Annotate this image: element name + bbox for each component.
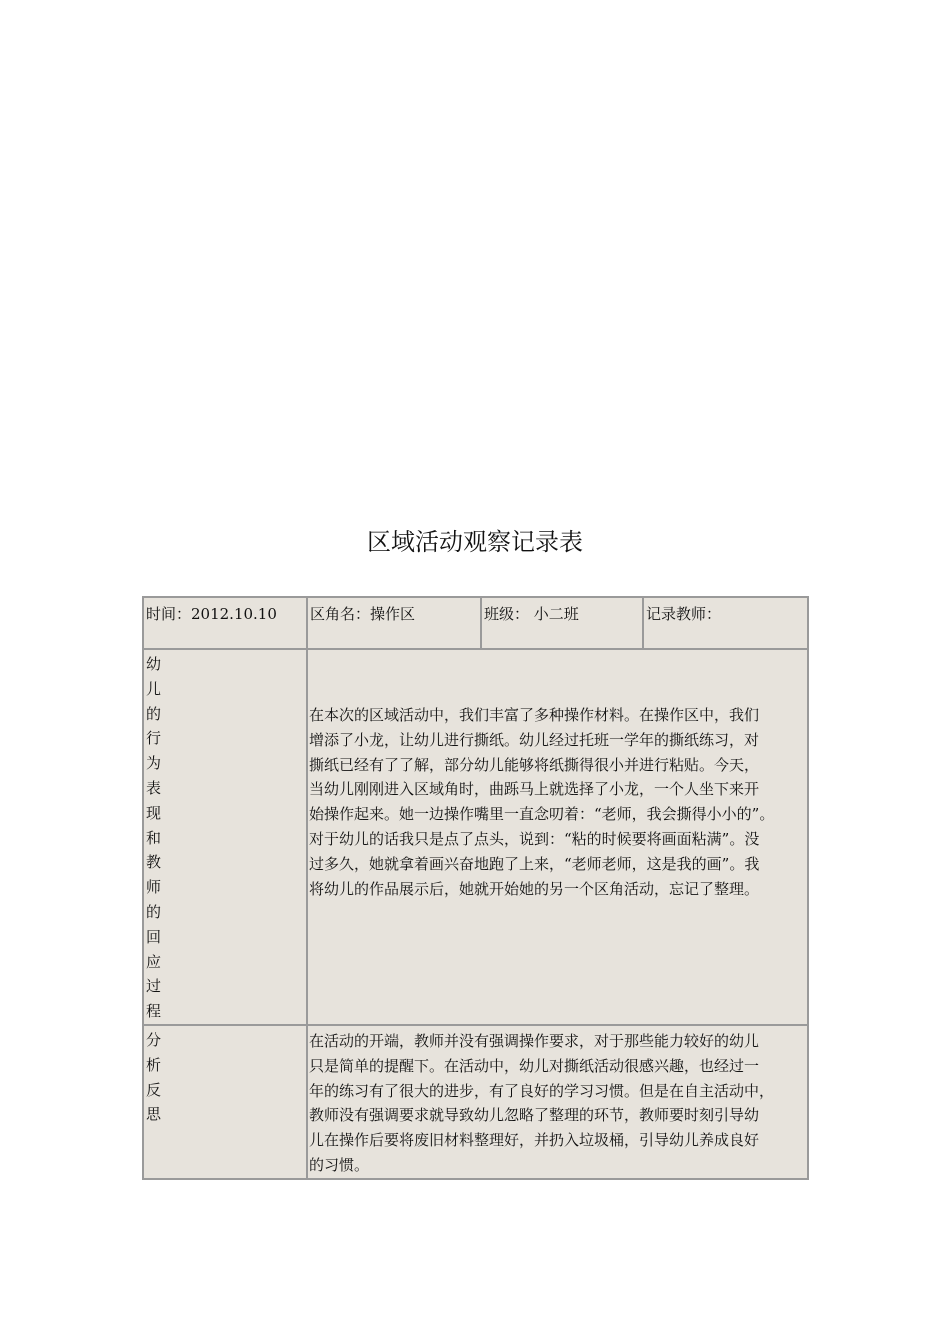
area-name-cell [307, 597, 481, 649]
behavior-content-cell [307, 649, 808, 1025]
analysis-label: 分析反思 [146, 1031, 162, 1124]
analysis-line: 只是简单的提醒下。在活动中，幼儿对撕纸活动很感兴趣，也经过一 [309, 1056, 760, 1075]
analysis-line: 儿在操作后要将废旧材料整理好，并扔入垃圾桶，引导幼儿养成良好 [309, 1131, 760, 1150]
area-name-text: 区角名：操作区 [310, 605, 416, 623]
behavior-line: 将幼儿的作品展示后，她就开始她的另一个区角活动，忘记了整理。 [309, 879, 760, 898]
table-header-row [143, 597, 808, 649]
time-text: 时间：2012.10.10 [146, 605, 277, 623]
behavior-line: 在本次的区域活动中，我们丰富了多种操作材料。在操作区中，我们 [309, 706, 760, 724]
observation-record-table [142, 596, 809, 1180]
analysis-label-cell [143, 1025, 307, 1179]
behavior-line: 始操作起来。她一边操作嘴里一直念叨着：“老师，我会撕得小小的”。 [309, 805, 775, 824]
analysis-line: 在活动的开端，教师并没有强调操作要求，对于那些能力较好的幼儿 [309, 1032, 760, 1050]
behavior-line: 增添了小龙，让幼儿进行撕纸。幼儿经过托班一学年的撕纸练习，对 [309, 730, 760, 749]
behavior-label-cell [143, 649, 307, 1025]
behavior-row [143, 649, 808, 1025]
behavior-line: 当幼儿刚刚进入区域角时，曲跞马上就选择了小龙，一个人坐下来开 [309, 780, 760, 799]
analysis-line: 教师没有强调要求就导致幼儿忽略了整理的环节，教师要时刻引导幼 [309, 1106, 760, 1125]
analysis-row [143, 1025, 808, 1179]
time-cell [143, 597, 307, 649]
behavior-line: 过多久，她就拿着画兴奋地跑了上来，“老师老师，这是我的画”。我 [309, 854, 760, 873]
behavior-label: 幼儿的行为表现和教师的回应过程 [146, 655, 162, 1021]
analysis-content-cell [307, 1025, 808, 1179]
page-title: 区域活动观察记录表 [367, 528, 583, 556]
behavior-text [308, 650, 807, 901]
analysis-line: 年的练习有了很大的进步，有了良好的学习习惯。但是在自主活动中， [309, 1081, 775, 1100]
teacher-text: 记录教师： [646, 605, 722, 623]
teacher-cell [643, 597, 808, 649]
behavior-line: 对于幼儿的话我只是点了点头，说到：“粘的时候要将画面粘满”。没 [309, 829, 760, 848]
behavior-line: 撕纸已经有了了解，部分幼儿能够将纸撕得很小并进行粘贴。今天， [309, 755, 760, 774]
analysis-text [308, 1026, 807, 1178]
class-text: 班级： 小二班 [484, 605, 579, 623]
class-cell [481, 597, 643, 649]
analysis-line: 的习惯。 [309, 1155, 370, 1174]
